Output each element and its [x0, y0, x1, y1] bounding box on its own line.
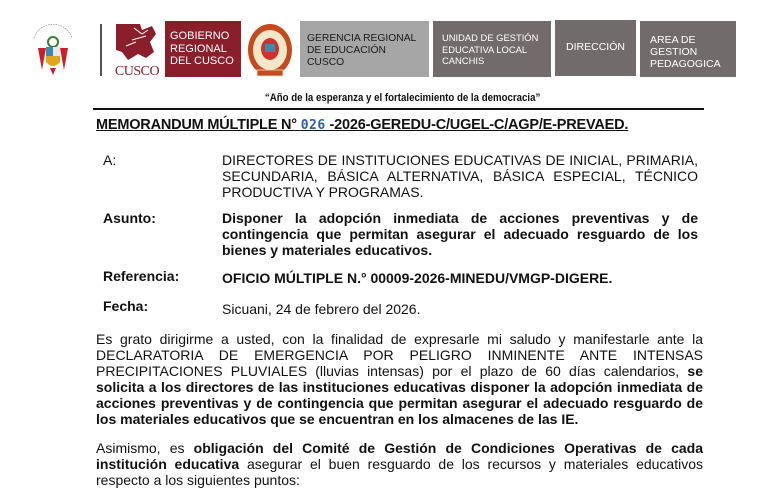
gobierno-line-1: GOBIERNO	[170, 30, 230, 42]
tab-line: PEDAGOGICA	[650, 58, 721, 70]
subject-label: Asunto:	[103, 210, 156, 226]
tab-line: DE EDUCACIÓN	[307, 45, 386, 56]
reference-value: OFICIO MÚLTIPLE N.° 00009-2026-MINEDU/VMGP-DIGERE.	[222, 270, 613, 286]
tab-ugel-canchis	[433, 21, 551, 77]
peru-coat-of-arms-logo	[28, 20, 78, 80]
p2-normal-text-a: Asimismo, es	[96, 440, 194, 456]
tab-line: DIRECCIÓN	[566, 41, 625, 54]
body-paragraph-1	[96, 331, 703, 427]
motto-text: “Año de la esperanza y el fortalecimiento de la democracia”	[264, 92, 541, 104]
to-label: A:	[103, 152, 117, 168]
gerencia-education-seal	[247, 22, 293, 78]
p1-bold-text: se solicita a los directores de las instituciones educativas disponer la adopción inmediata de acciones preventivas y de contingencia que permitan asegurar el adecuado resguardo de los materiales educativos que se encuentran en los almacenes de las IE.	[96, 363, 703, 427]
tab-direccion	[555, 20, 636, 76]
tab-line: CANCHIS	[442, 55, 485, 66]
memo-title-suffix: -2026-GEREDU-C/UGEL-C/AGP/E-PREVAED.	[325, 117, 629, 133]
date-label: Fecha:	[103, 298, 149, 314]
body-paragraph-2	[96, 440, 703, 488]
gobierno-regional-box	[165, 21, 241, 77]
memo-number: 026	[300, 118, 326, 133]
p2-bold-text: obligación del Comité de Gestión de Condiciones Operativas de cada institución educativa	[96, 440, 704, 472]
memo-title-prefix: MEMORANDUM MÚLTIPLE N°	[96, 117, 301, 133]
gobierno-line-3: DEL CUSCO	[170, 55, 234, 67]
tab-line: AREA DE	[650, 34, 696, 46]
cusco-logo-text: CUSCO	[114, 64, 160, 79]
tab-line: GESTION	[650, 46, 698, 58]
tab-area-gestion-pedagogica	[640, 21, 736, 77]
subject-value: Disponer la adopción inmediata de acciones preventivas y de contingencia que permitan asegurar el adecuado resguardo de los bienes y materiales educativos.	[222, 210, 698, 258]
date-value: Sicuani, 24 de febrero del 2026.	[222, 301, 421, 317]
memo-title	[96, 117, 628, 133]
reference-label: Referencia:	[103, 268, 180, 284]
tab-line: CUSCO	[307, 57, 345, 68]
cusco-region-logo	[112, 20, 162, 80]
tab-line: EDUCATIVA LOCAL	[442, 43, 528, 55]
tab-line: GERENCIA REGIONAL	[307, 33, 417, 44]
tab-gerencia-regional	[300, 21, 429, 77]
p1-normal-text: Es grato dirigirme a usted, con la finalidad de expresarle mi saludo y manifestarle ante la DECLARATORIA DE EMERGENCIA POR PELIGRO INMINENTE ANTE INTENSAS PRECIPITACIONES PLUVIALES (lluvias intensas) por el plazo de 60 días calendarios,	[96, 331, 703, 379]
header-divider	[100, 24, 102, 76]
gobierno-line-2: REGIONAL	[170, 42, 227, 55]
year-motto	[48, 92, 722, 104]
to-value: DIRECTORES DE INSTITUCIONES EDUCATIVAS DE INICIAL, PRIMARIA, SECUNDARIA, BÁSICA ALTERNATIVA, BÁSICA ESPECIAL, TÉCNICO PRODUCTIVA Y PROGRAMAS.	[222, 152, 698, 200]
header-rule	[93, 108, 704, 110]
p2-normal-text-b: asegurar el buen resguardo de los recursos y materiales educativos respecto a los siguientes puntos:	[96, 456, 703, 488]
tab-line: UNIDAD DE GESTIÓN	[442, 32, 539, 43]
